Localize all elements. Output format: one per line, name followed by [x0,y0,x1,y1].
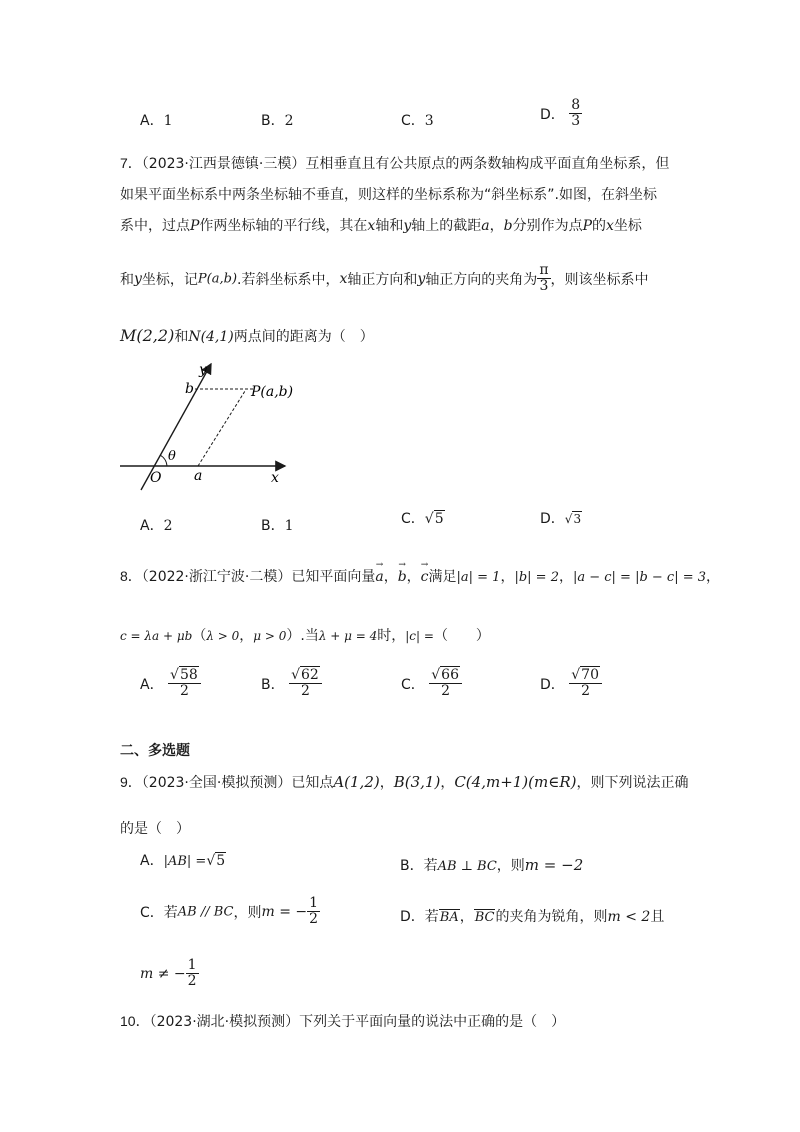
q6-option-d: D． $\frac{8}{3}$ [540,97,581,130]
q7-option-c: C．√5 [401,511,444,527]
q8-option-a: A． $\frac{√58}{2}$ [140,668,201,700]
fraction: $\frac{1}{2}$ [309,895,319,928]
q7-line-1: 7．（2023·江西景德镇·三模）互相垂直且有公共原点的两条数轴构成平面直角坐标系，但 [120,155,670,172]
q9-line-2: 的是（ ） [120,821,190,837]
q7-line-5: M(2,2)和N(4,1)两点间的距离为（ ） [120,326,374,345]
fraction: $\frac{√70}{2}$ [569,668,602,700]
sqrt: √5 [424,511,444,527]
fig-label-y: y [199,362,207,378]
section-heading: 二、多选题 [120,743,190,759]
fig-label-x: x [271,470,279,486]
q9-option-d: D．若BA，BC的夹角为锐角，则m < 2且 [400,909,665,925]
q8-option-d: D． $\frac{√70}{2}$ [540,668,602,700]
fig-label-a: a [194,468,203,484]
q9-line-1: 9．（2023·全国·模拟预测）已知点A(1,2)，B(3,1)，C(4,m+1)(m∈R)，则下列说法正确 [120,773,689,791]
q8-line-2: c = λa + μb（λ > 0，μ > 0）.当λ + μ = 4时，|c| =（ ） [120,628,490,644]
q6-option-b: B．2 [261,113,294,129]
fraction: $\frac{8}{3}$ [571,97,581,130]
angle-arc [160,455,167,466]
q9-option-a: A．|AB| =√5 [140,853,226,869]
q10-line-1: 10．（2023·湖北·模拟预测）下列关于平面向量的说法中正确的是（ ） [120,1013,566,1030]
q7-option-d: D．√3 [540,511,582,527]
fraction: $\frac{√66}{2}$ [429,668,462,700]
fig-label-p: P(a,b) [251,384,294,400]
oblique-axes-figure [115,358,295,493]
q6-option-a: A．1 [140,113,173,129]
q9-option-c: C．若AB // BC，则m = − $\frac{1}{2}$ [140,895,319,928]
q6-option-c: C．3 [401,113,434,129]
fraction: $\frac{√62}{2}$ [289,668,322,700]
fig-label-theta: θ [168,449,176,464]
q7-line-3: 系中，过点P作两坐标轴的平行线，其在x轴和y轴上的截距a，b分别作为点P的x坐标 [120,218,642,234]
dashed-parallel-y [198,391,245,466]
q7-option-b: B．1 [261,518,294,534]
fig-label-b: b [185,381,194,397]
q7-line-2: 如果平面坐标系中两条坐标轴不垂直，则这样的坐标系称为“斜坐标系”.如图，在斜坐标 [120,187,657,203]
q7-option-a: A．2 [140,518,173,534]
fraction: $\frac{√58}{2}$ [168,668,201,700]
q8-option-b: B． $\frac{√62}{2}$ [261,668,322,700]
fraction-pi-over-3: $\frac{\pi}{3}$ [539,262,549,295]
fraction: $\frac{1}{2}$ [187,957,197,990]
q7-line-4: 和y坐标，记P(a,b).若斜坐标系中，x轴正方向和y轴正方向的夹角为 $\frac{\pi}{3}$ ，则该坐标系中 [120,262,649,295]
fig-label-o: O [150,470,162,486]
sqrt: √5 [206,853,226,869]
q8-option-c: C． $\frac{√66}{2}$ [401,668,462,700]
q9-option-b: B．若AB ⊥ BC，则m = −2 [400,856,584,874]
q9-option-d-cont: m ≠ − $\frac{1}{2}$ [140,957,197,990]
sqrt: √3 [564,512,582,526]
q8-line-1: 8．（2022·浙江宁波·二模）已知平面向量→ a，→ b，→ c满足|a| = 1，|b| = 2，|a − c| = |b − c| = 3， [120,566,720,586]
